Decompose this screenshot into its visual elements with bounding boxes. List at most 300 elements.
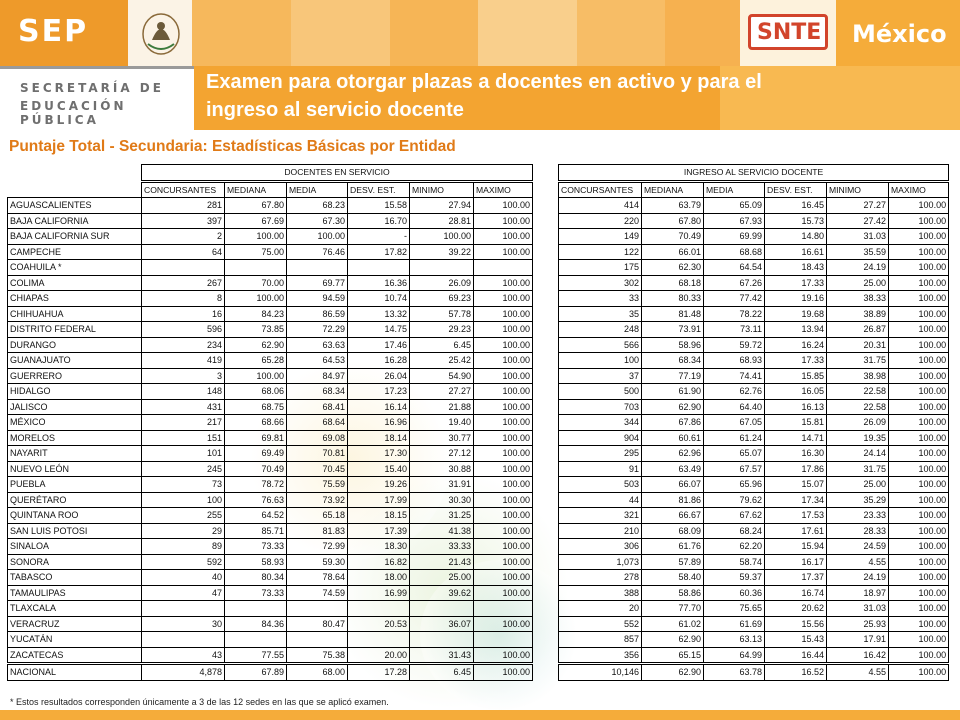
value-cell: 100.00 bbox=[474, 399, 533, 415]
value-cell: 73.85 bbox=[225, 322, 287, 338]
value-cell: 100.00 bbox=[474, 647, 533, 663]
value-cell: 41.38 bbox=[410, 523, 474, 539]
value-cell bbox=[287, 260, 348, 276]
value-cell: 267 bbox=[142, 275, 225, 291]
value-cell: 397 bbox=[142, 213, 225, 229]
table-row bbox=[8, 291, 533, 307]
value-cell: 16.13 bbox=[765, 399, 827, 415]
value-cell: 59.37 bbox=[704, 570, 765, 586]
value-cell: 31.75 bbox=[827, 461, 889, 477]
value-cell: 15.58 bbox=[348, 198, 410, 214]
value-cell: 100.00 bbox=[474, 337, 533, 353]
value-cell: 175 bbox=[559, 260, 642, 276]
value-cell bbox=[287, 601, 348, 617]
value-cell: 6.45 bbox=[410, 665, 474, 681]
value-cell: 28.33 bbox=[827, 523, 889, 539]
value-cell: 14.75 bbox=[348, 322, 410, 338]
value-cell: 8 bbox=[142, 291, 225, 307]
mexico-logo-text: México bbox=[852, 20, 947, 48]
entity-name: VERACRUZ bbox=[8, 616, 142, 632]
column-header-maximo: MAXIMO bbox=[474, 182, 533, 198]
value-cell: 17.34 bbox=[765, 492, 827, 508]
value-cell: 25.00 bbox=[827, 477, 889, 493]
value-cell: 100.00 bbox=[474, 198, 533, 214]
value-cell: 67.05 bbox=[704, 415, 765, 431]
value-cell: 16.70 bbox=[348, 213, 410, 229]
table-row bbox=[559, 399, 949, 415]
ministry-label bbox=[0, 66, 194, 130]
value-cell: 16.24 bbox=[765, 337, 827, 353]
value-cell: 100.00 bbox=[889, 229, 949, 245]
value-cell: 64.53 bbox=[287, 353, 348, 369]
value-cell: 81.86 bbox=[642, 492, 704, 508]
entity-name: TLAXCALA bbox=[8, 601, 142, 617]
table-row bbox=[8, 492, 533, 508]
value-cell bbox=[142, 601, 225, 617]
value-cell: 84.23 bbox=[225, 306, 287, 322]
value-cell: 31.03 bbox=[827, 229, 889, 245]
table-row bbox=[559, 554, 949, 570]
table-row bbox=[559, 368, 949, 384]
value-cell: 17.23 bbox=[348, 384, 410, 400]
value-cell: 62.90 bbox=[642, 399, 704, 415]
value-cell: 388 bbox=[559, 585, 642, 601]
value-cell: 27.27 bbox=[827, 198, 889, 214]
corner-cell bbox=[8, 182, 142, 198]
value-cell: 70.81 bbox=[287, 446, 348, 462]
entity-name: GUERRERO bbox=[8, 368, 142, 384]
value-cell bbox=[410, 601, 474, 617]
value-cell: 27.94 bbox=[410, 198, 474, 214]
value-cell: 100.00 bbox=[889, 198, 949, 214]
value-cell bbox=[142, 260, 225, 276]
column-header-desv-est: DESV. EST. bbox=[348, 182, 410, 198]
value-cell: 77.42 bbox=[704, 291, 765, 307]
table-row bbox=[8, 523, 533, 539]
page-subtitle: Puntaje Total - Secundaria: Estadísticas Básicas por Entidad bbox=[9, 138, 456, 155]
table-row bbox=[559, 647, 949, 663]
value-cell: 100.00 bbox=[474, 665, 533, 681]
value-cell: 64 bbox=[142, 244, 225, 260]
value-cell: 278 bbox=[559, 570, 642, 586]
table-row bbox=[8, 368, 533, 384]
table-row bbox=[8, 461, 533, 477]
value-cell: 17.86 bbox=[765, 461, 827, 477]
value-cell: 73.91 bbox=[642, 322, 704, 338]
value-cell: 14.80 bbox=[765, 229, 827, 245]
value-cell: 20.31 bbox=[827, 337, 889, 353]
value-cell: 38.98 bbox=[827, 368, 889, 384]
value-cell: 66.67 bbox=[642, 508, 704, 524]
table-row bbox=[8, 446, 533, 462]
value-cell: 26.09 bbox=[410, 275, 474, 291]
value-cell: 79.62 bbox=[704, 492, 765, 508]
table-row bbox=[8, 353, 533, 369]
value-cell: 57.78 bbox=[410, 306, 474, 322]
value-cell: 61.69 bbox=[704, 616, 765, 632]
entity-name: NAYARIT bbox=[8, 446, 142, 462]
value-cell: 70.49 bbox=[642, 229, 704, 245]
value-cell: 25.93 bbox=[827, 616, 889, 632]
value-cell: 19.35 bbox=[827, 430, 889, 446]
value-cell bbox=[474, 601, 533, 617]
table-row bbox=[8, 508, 533, 524]
value-cell: 73.92 bbox=[287, 492, 348, 508]
value-cell: 100.00 bbox=[474, 523, 533, 539]
value-cell: 16.36 bbox=[348, 275, 410, 291]
value-cell: 100 bbox=[559, 353, 642, 369]
table-row bbox=[559, 523, 949, 539]
value-cell bbox=[225, 260, 287, 276]
value-cell: 40 bbox=[142, 570, 225, 586]
value-cell: 68.24 bbox=[704, 523, 765, 539]
value-cell: 70.00 bbox=[225, 275, 287, 291]
footnote: * Estos resultados corresponden únicamente a 3 de las 12 sedes en las que se aplicó examen. bbox=[10, 697, 389, 707]
value-cell: 73.33 bbox=[225, 539, 287, 555]
table-row bbox=[559, 616, 949, 632]
value-cell: 100.00 bbox=[889, 291, 949, 307]
value-cell: 66.01 bbox=[642, 244, 704, 260]
value-cell: 15.07 bbox=[765, 477, 827, 493]
value-cell: 100.00 bbox=[889, 554, 949, 570]
value-cell: 75.59 bbox=[287, 477, 348, 493]
value-cell: 65.15 bbox=[642, 647, 704, 663]
value-cell bbox=[142, 632, 225, 648]
value-cell: 414 bbox=[559, 198, 642, 214]
value-cell: 100.00 bbox=[889, 384, 949, 400]
value-cell: 58.93 bbox=[225, 554, 287, 570]
value-cell: 59.30 bbox=[287, 554, 348, 570]
value-cell: 100 bbox=[142, 492, 225, 508]
value-cell: 22.58 bbox=[827, 399, 889, 415]
value-cell: 13.94 bbox=[765, 322, 827, 338]
table-row bbox=[559, 430, 949, 446]
table-row bbox=[8, 399, 533, 415]
value-cell: 18.14 bbox=[348, 430, 410, 446]
value-cell: 29 bbox=[142, 523, 225, 539]
table-row bbox=[559, 415, 949, 431]
entity-name: MORELOS bbox=[8, 430, 142, 446]
value-cell bbox=[348, 260, 410, 276]
value-cell: 64.40 bbox=[704, 399, 765, 415]
column-header-minimo: MINIMO bbox=[827, 182, 889, 198]
value-cell: 122 bbox=[559, 244, 642, 260]
value-cell: 63.13 bbox=[704, 632, 765, 648]
page-title: Examen para otorgar plazas a docentes en activo y para el ingreso al servicio docente bbox=[206, 71, 762, 121]
value-cell: 75.65 bbox=[704, 601, 765, 617]
value-cell: 100.00 bbox=[474, 554, 533, 570]
table-row bbox=[559, 213, 949, 229]
value-cell: 15.43 bbox=[765, 632, 827, 648]
value-cell: 33.33 bbox=[410, 539, 474, 555]
value-cell: 31.03 bbox=[827, 601, 889, 617]
value-cell: 295 bbox=[559, 446, 642, 462]
value-cell: 100.00 bbox=[225, 291, 287, 307]
value-cell: 100.00 bbox=[474, 477, 533, 493]
value-cell: 76.63 bbox=[225, 492, 287, 508]
value-cell: 69.08 bbox=[287, 430, 348, 446]
value-cell: 69.77 bbox=[287, 275, 348, 291]
entity-name: BAJA CALIFORNIA bbox=[8, 213, 142, 229]
entity-name: QUERÉTARO bbox=[8, 492, 142, 508]
value-cell: 16.14 bbox=[348, 399, 410, 415]
value-cell: 16.74 bbox=[765, 585, 827, 601]
value-cell: 503 bbox=[559, 477, 642, 493]
value-cell: 68.64 bbox=[287, 415, 348, 431]
value-cell: 30.77 bbox=[410, 430, 474, 446]
value-cell: 67.80 bbox=[225, 198, 287, 214]
value-cell: 68.00 bbox=[287, 665, 348, 681]
table-row bbox=[8, 337, 533, 353]
value-cell: 86.59 bbox=[287, 306, 348, 322]
table-row bbox=[8, 554, 533, 570]
sep-logo-text: SEP bbox=[18, 14, 89, 49]
table-row bbox=[8, 213, 533, 229]
entity-name: PUEBLA bbox=[8, 477, 142, 493]
value-cell: 24.59 bbox=[827, 539, 889, 555]
ministry-line-1: SECRETARÍA DE bbox=[20, 81, 164, 95]
table-row bbox=[559, 539, 949, 555]
table-row bbox=[559, 384, 949, 400]
value-cell: 857 bbox=[559, 632, 642, 648]
value-cell: 17.39 bbox=[348, 523, 410, 539]
value-cell: 100.00 bbox=[225, 368, 287, 384]
table-row bbox=[559, 570, 949, 586]
value-cell: 62.90 bbox=[642, 665, 704, 681]
value-cell: 596 bbox=[142, 322, 225, 338]
value-cell: 100.00 bbox=[225, 229, 287, 245]
value-cell: 39.62 bbox=[410, 585, 474, 601]
value-cell: 100.00 bbox=[474, 322, 533, 338]
value-cell: 16.44 bbox=[765, 647, 827, 663]
value-cell: 100.00 bbox=[889, 213, 949, 229]
value-cell: 149 bbox=[559, 229, 642, 245]
ingreso-servicio-docente-table bbox=[558, 164, 949, 681]
value-cell: 31.43 bbox=[410, 647, 474, 663]
entity-name: CAMPECHE bbox=[8, 244, 142, 260]
value-cell: 62.20 bbox=[704, 539, 765, 555]
value-cell: 100.00 bbox=[889, 477, 949, 493]
value-cell: 20.53 bbox=[348, 616, 410, 632]
corner-cell bbox=[8, 165, 142, 181]
column-header-media: MEDIA bbox=[704, 182, 765, 198]
snte-logo-container bbox=[740, 0, 836, 66]
value-cell: 100.00 bbox=[889, 539, 949, 555]
value-cell: 65.28 bbox=[225, 353, 287, 369]
value-cell: 27.42 bbox=[827, 213, 889, 229]
value-cell: 3 bbox=[142, 368, 225, 384]
value-cell: 58.40 bbox=[642, 570, 704, 586]
value-cell bbox=[410, 632, 474, 648]
value-cell: 26.04 bbox=[348, 368, 410, 384]
bottom-bar bbox=[0, 710, 960, 720]
table-row bbox=[8, 415, 533, 431]
header-decor bbox=[192, 0, 742, 66]
value-cell: 16.42 bbox=[827, 647, 889, 663]
value-cell: 80.47 bbox=[287, 616, 348, 632]
value-cell: 15.85 bbox=[765, 368, 827, 384]
value-cell: 234 bbox=[142, 337, 225, 353]
value-cell: 74.59 bbox=[287, 585, 348, 601]
column-header-concursantes: CONCURSANTES bbox=[142, 182, 225, 198]
value-cell: 14.71 bbox=[765, 430, 827, 446]
value-cell: 89 bbox=[142, 539, 225, 555]
value-cell: 15.56 bbox=[765, 616, 827, 632]
value-cell: 43 bbox=[142, 647, 225, 663]
value-cell: 67.26 bbox=[704, 275, 765, 291]
value-cell: 151 bbox=[142, 430, 225, 446]
value-cell: 100.00 bbox=[889, 322, 949, 338]
value-cell: 19.40 bbox=[410, 415, 474, 431]
value-cell: 4.55 bbox=[827, 665, 889, 681]
value-cell: 1,073 bbox=[559, 554, 642, 570]
column-header-mediana: MEDIANA bbox=[225, 182, 287, 198]
table-row bbox=[8, 244, 533, 260]
value-cell: 552 bbox=[559, 616, 642, 632]
value-cell: 344 bbox=[559, 415, 642, 431]
value-cell: 16.96 bbox=[348, 415, 410, 431]
value-cell: 29.23 bbox=[410, 322, 474, 338]
value-cell: 22.58 bbox=[827, 384, 889, 400]
value-cell: 100.00 bbox=[474, 368, 533, 384]
value-cell: 100.00 bbox=[889, 647, 949, 663]
entity-name: DURANGO bbox=[8, 337, 142, 353]
entity-name: CHIHUAHUA bbox=[8, 306, 142, 322]
value-cell: 84.97 bbox=[287, 368, 348, 384]
national-row bbox=[559, 665, 949, 681]
table-row bbox=[559, 492, 949, 508]
entity-name: SAN LUIS POTOSI bbox=[8, 523, 142, 539]
table-row bbox=[559, 477, 949, 493]
value-cell: 33 bbox=[559, 291, 642, 307]
value-cell: 6.45 bbox=[410, 337, 474, 353]
value-cell: 68.09 bbox=[642, 523, 704, 539]
entity-name: HIDALGO bbox=[8, 384, 142, 400]
value-cell: 419 bbox=[142, 353, 225, 369]
value-cell: 37 bbox=[559, 368, 642, 384]
value-cell: 81.83 bbox=[287, 523, 348, 539]
value-cell: 61.76 bbox=[642, 539, 704, 555]
table-row bbox=[8, 601, 533, 617]
value-cell: 18.30 bbox=[348, 539, 410, 555]
value-cell: 101 bbox=[142, 446, 225, 462]
value-cell: 17.82 bbox=[348, 244, 410, 260]
value-cell: 68.68 bbox=[704, 244, 765, 260]
entity-name: QUINTANA ROO bbox=[8, 508, 142, 524]
value-cell bbox=[410, 260, 474, 276]
ministry-line-2: EDUCACIÓN PÚBLICA bbox=[20, 99, 127, 127]
value-cell: 100.00 bbox=[889, 523, 949, 539]
value-cell: 67.62 bbox=[704, 508, 765, 524]
value-cell: 20.62 bbox=[765, 601, 827, 617]
value-cell: 17.91 bbox=[827, 632, 889, 648]
value-cell: 100.00 bbox=[474, 244, 533, 260]
value-cell: 67.80 bbox=[642, 213, 704, 229]
table-row bbox=[559, 275, 949, 291]
value-cell: 255 bbox=[142, 508, 225, 524]
value-cell: 67.30 bbox=[287, 213, 348, 229]
value-cell: 4,878 bbox=[142, 665, 225, 681]
value-cell: 69.81 bbox=[225, 430, 287, 446]
value-cell: 70.45 bbox=[287, 461, 348, 477]
value-cell: 85.71 bbox=[225, 523, 287, 539]
value-cell: 100.00 bbox=[889, 430, 949, 446]
table-row bbox=[559, 260, 949, 276]
value-cell: 100.00 bbox=[474, 275, 533, 291]
value-cell: 100.00 bbox=[474, 616, 533, 632]
value-cell: 62.96 bbox=[642, 446, 704, 462]
entity-name: MÉXICO bbox=[8, 415, 142, 431]
table-row bbox=[8, 198, 533, 214]
table-row bbox=[8, 306, 533, 322]
value-cell: 100.00 bbox=[474, 415, 533, 431]
value-cell: 68.34 bbox=[642, 353, 704, 369]
national-row bbox=[8, 665, 533, 681]
value-cell: 703 bbox=[559, 399, 642, 415]
value-cell: 100.00 bbox=[889, 399, 949, 415]
table-row bbox=[8, 275, 533, 291]
value-cell: 100.00 bbox=[474, 585, 533, 601]
value-cell: 321 bbox=[559, 508, 642, 524]
value-cell: 38.33 bbox=[827, 291, 889, 307]
value-cell: 63.49 bbox=[642, 461, 704, 477]
value-cell: 39.22 bbox=[410, 244, 474, 260]
value-cell: 17.99 bbox=[348, 492, 410, 508]
table-row bbox=[559, 337, 949, 353]
value-cell: 210 bbox=[559, 523, 642, 539]
value-cell: 72.29 bbox=[287, 322, 348, 338]
value-cell: 16.52 bbox=[765, 665, 827, 681]
table-row bbox=[559, 601, 949, 617]
value-cell: 100.00 bbox=[889, 601, 949, 617]
value-cell: 16.61 bbox=[765, 244, 827, 260]
value-cell: 28.81 bbox=[410, 213, 474, 229]
value-cell: 17.46 bbox=[348, 337, 410, 353]
value-cell: 100.00 bbox=[474, 430, 533, 446]
value-cell: 75.00 bbox=[225, 244, 287, 260]
entity-name: AGUASCALIENTES bbox=[8, 198, 142, 214]
value-cell: 19.26 bbox=[348, 477, 410, 493]
value-cell: 65.18 bbox=[287, 508, 348, 524]
value-cell: 17.61 bbox=[765, 523, 827, 539]
value-cell: 69.23 bbox=[410, 291, 474, 307]
entity-name: BAJA CALIFORNIA SUR bbox=[8, 229, 142, 245]
value-cell: 58.74 bbox=[704, 554, 765, 570]
value-cell: 16 bbox=[142, 306, 225, 322]
value-cell: 44 bbox=[559, 492, 642, 508]
value-cell: 18.43 bbox=[765, 260, 827, 276]
column-header-media: MEDIA bbox=[287, 182, 348, 198]
entity-name: COAHUILA * bbox=[8, 260, 142, 276]
entity-name: TABASCO bbox=[8, 570, 142, 586]
entity-name: SONORA bbox=[8, 554, 142, 570]
value-cell: 68.18 bbox=[642, 275, 704, 291]
value-cell: 592 bbox=[142, 554, 225, 570]
value-cell: 17.33 bbox=[765, 353, 827, 369]
value-cell: 30.88 bbox=[410, 461, 474, 477]
value-cell: 94.59 bbox=[287, 291, 348, 307]
docentes-en-servicio-table bbox=[7, 164, 533, 681]
value-cell: 100.00 bbox=[889, 446, 949, 462]
value-cell: 15.40 bbox=[348, 461, 410, 477]
value-cell: 67.89 bbox=[225, 665, 287, 681]
value-cell: 100.00 bbox=[410, 229, 474, 245]
value-cell: 21.43 bbox=[410, 554, 474, 570]
value-cell: 17.28 bbox=[348, 665, 410, 681]
value-cell: 68.34 bbox=[287, 384, 348, 400]
snte-logo-text: SNTE bbox=[757, 20, 822, 45]
entity-name: NUEVO LEÓN bbox=[8, 461, 142, 477]
